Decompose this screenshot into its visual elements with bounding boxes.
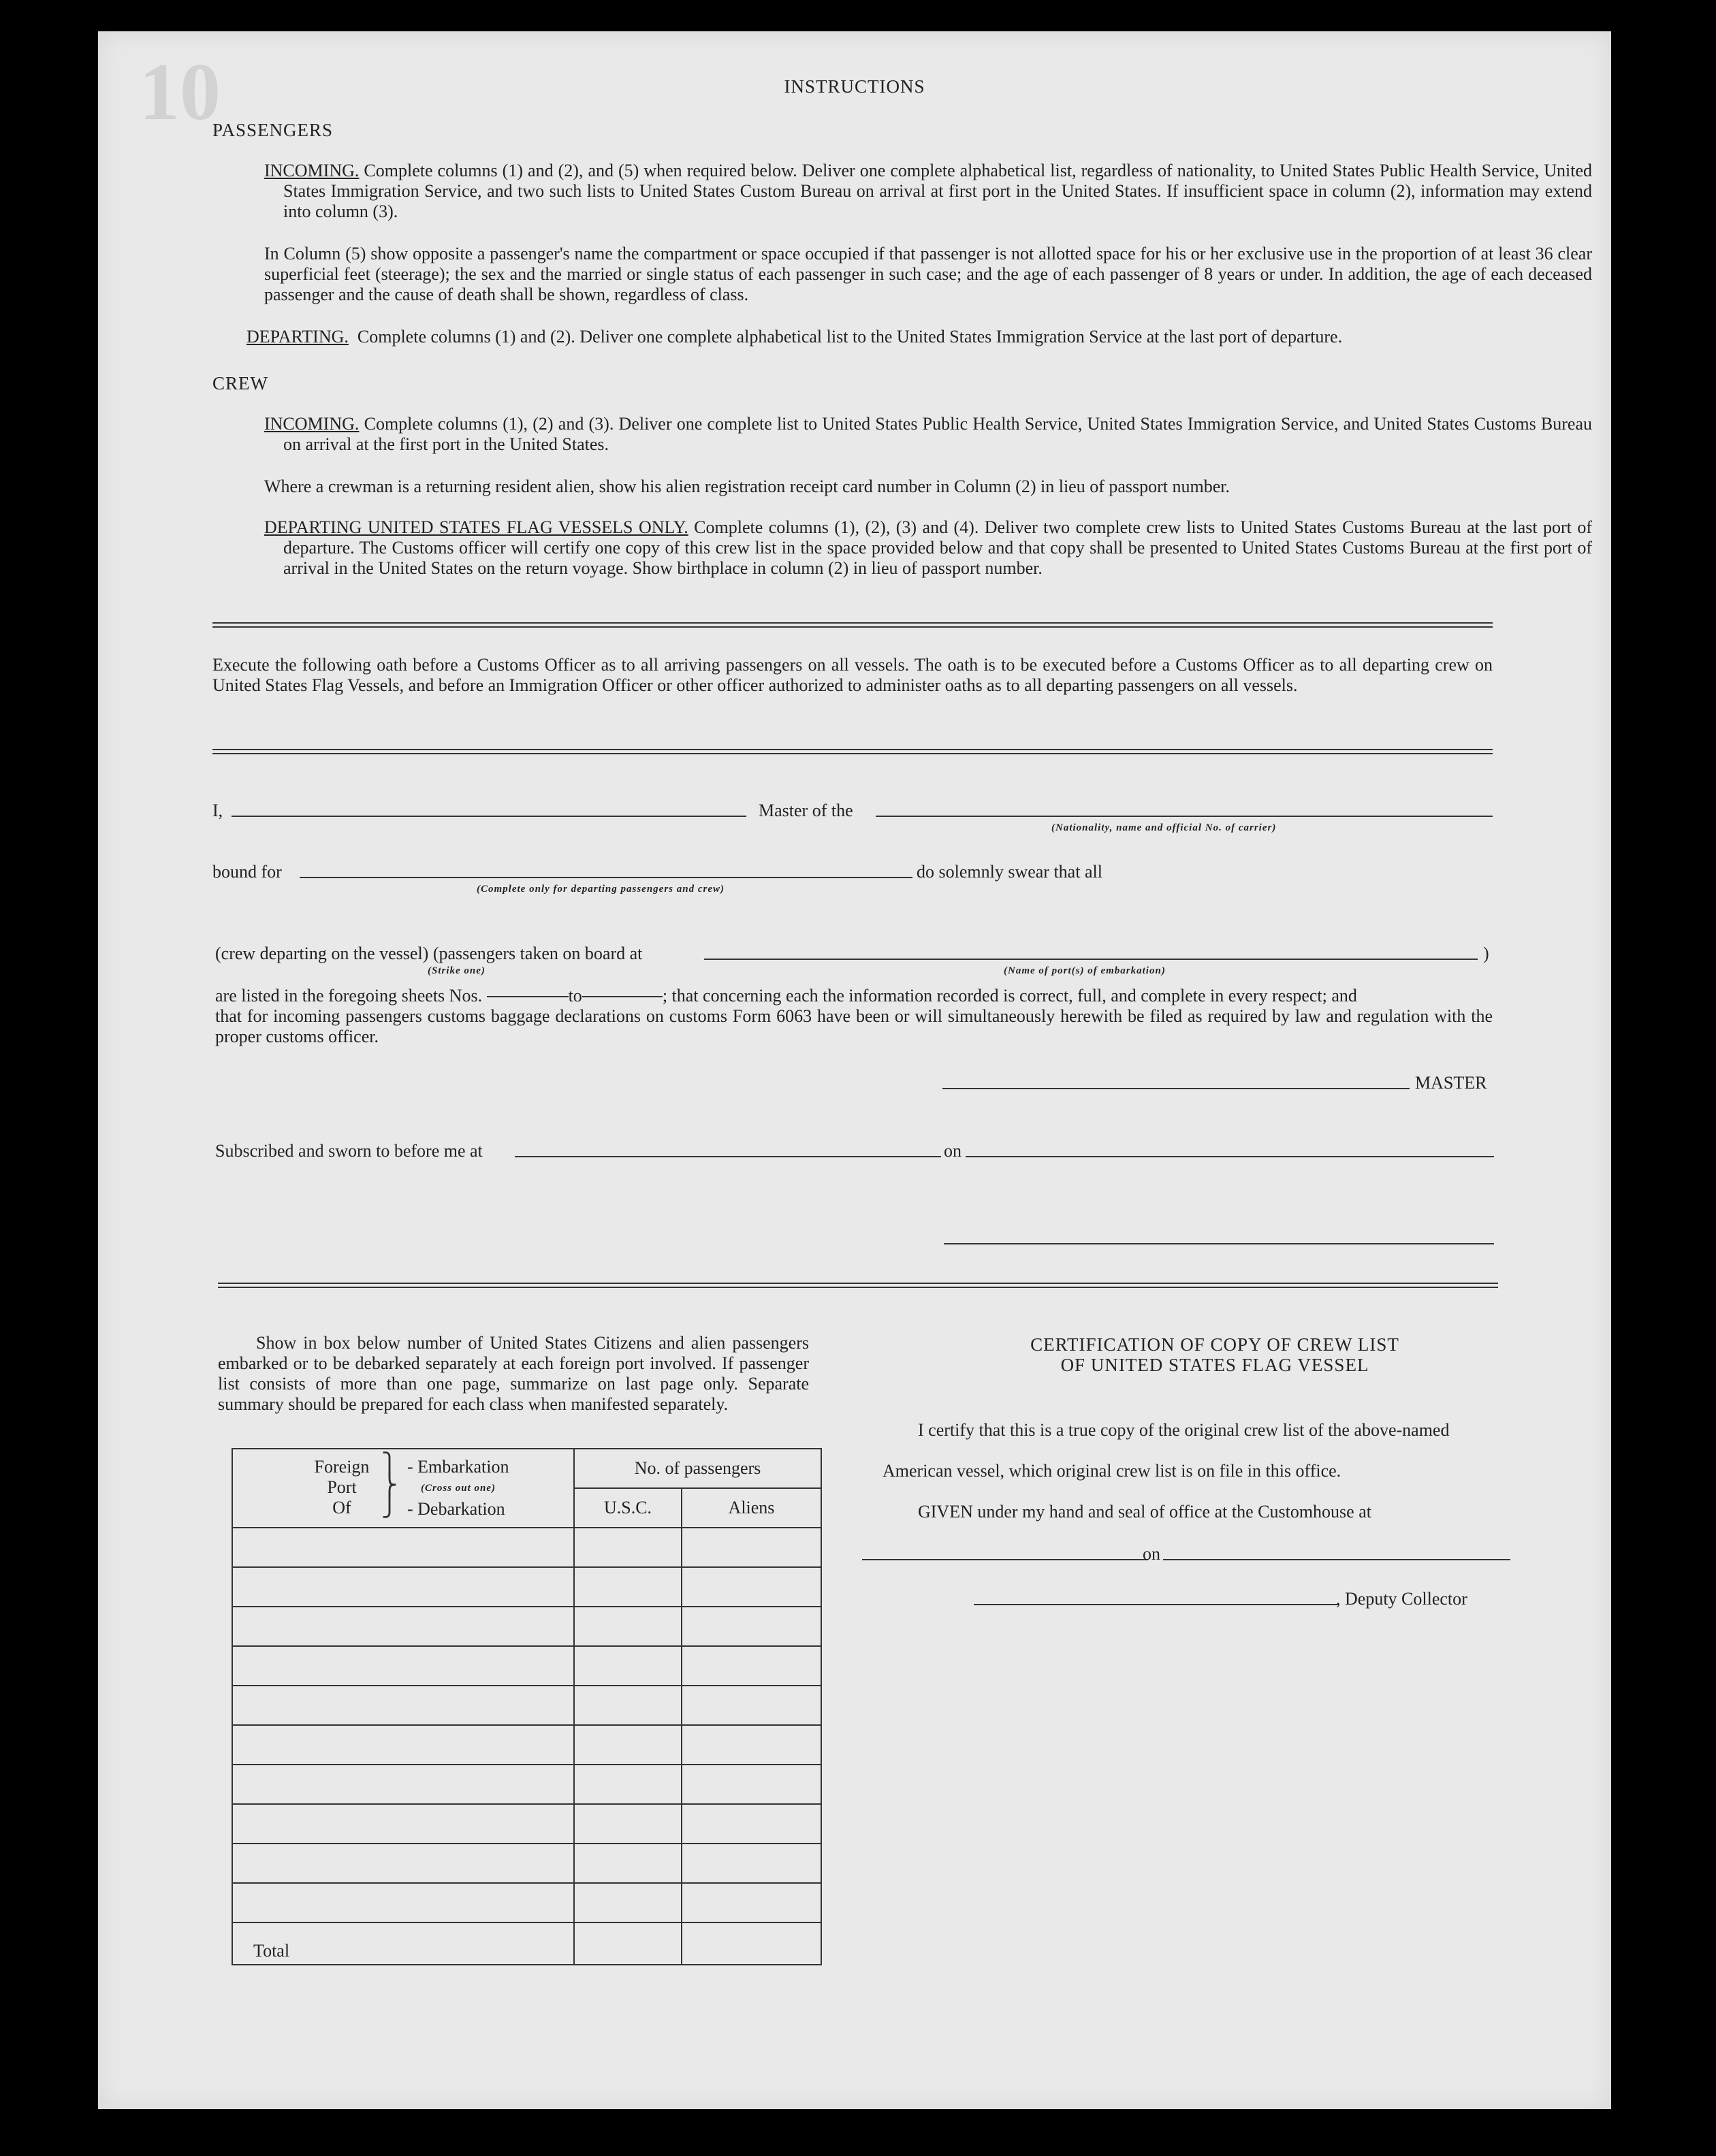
certify-text-2: American vessel, which original crew list is on file in this office. (883, 1461, 1341, 1481)
port-header-cell (232, 1449, 574, 1528)
passengers-heading: PASSENGERS (212, 120, 334, 140)
bound-for-field[interactable] (300, 877, 912, 878)
divider-line (212, 622, 1493, 628)
total-aliens-cell[interactable] (682, 1922, 821, 1965)
total-usc-cell[interactable] (574, 1922, 682, 1965)
usc-cell[interactable] (574, 1528, 682, 1567)
total-label-cell (232, 1922, 574, 1965)
passengers-incoming-paragraph (264, 161, 1592, 222)
passenger-summary-table (232, 1448, 822, 1965)
cross-out-caption: (Cross out one) (421, 1483, 496, 1494)
divider-line (218, 1283, 1498, 1288)
listed-text-1: are listed in the foregoing sheets Nos. (215, 986, 483, 1005)
aliens-cell[interactable] (682, 1646, 821, 1686)
crew-departing-paragraph (264, 517, 1592, 579)
passengers-header-cell: No. of passengers (574, 1449, 821, 1488)
sheet-to-field[interactable] (582, 996, 663, 997)
aliens-cell[interactable] (682, 1844, 821, 1883)
usc-cell[interactable] (574, 1725, 682, 1765)
aliens-cell[interactable] (682, 1567, 821, 1607)
usc-cell[interactable] (574, 1844, 682, 1883)
port-cell[interactable] (232, 1567, 574, 1607)
port-label: Port (327, 1477, 357, 1497)
aliens-header-cell: Aliens (682, 1488, 821, 1528)
aliens-cell[interactable] (682, 1607, 821, 1646)
certification-date-field[interactable] (1163, 1559, 1510, 1560)
master-signature-field[interactable] (942, 1088, 1410, 1089)
certification-on-label: on (1143, 1544, 1160, 1564)
crew-incoming-paragraph (264, 414, 1592, 455)
divider-line (212, 749, 1493, 754)
passengers-incoming-label: INCOMING. (264, 161, 360, 180)
sworn-place-field[interactable] (515, 1156, 941, 1157)
table-row (232, 1725, 821, 1765)
close-paren: ) (1483, 944, 1489, 963)
sworn-date-field[interactable] (966, 1156, 1494, 1157)
crew-resident-paragraph: Where a crewman is a returning resident alien, show his alien registration receipt card number in Column (2) in lieu of passport number. (264, 477, 1230, 496)
summary-instructions: Show in box below number of United States Citizens and alien passengers embarked or to be debarked separately at each foreign port involved. If passenger list consists of more than one page, summarize on last page only. Separate summary should be prepared for each class when manifested separately. (218, 1333, 809, 1414)
aliens-cell[interactable] (682, 1765, 821, 1804)
bound-for-caption: (Complete only for departing passengers and crew) (477, 884, 725, 895)
port-cell[interactable] (232, 1646, 574, 1686)
embarkation-label: - Embarkation (407, 1457, 509, 1477)
table-row (232, 1607, 821, 1646)
port-cell[interactable] (232, 1607, 574, 1646)
passengers-departing-paragraph (247, 327, 1595, 347)
debarkation-label: - Debarkation (407, 1499, 505, 1519)
port-cell[interactable] (232, 1686, 574, 1725)
table-row (232, 1686, 821, 1725)
aliens-cell[interactable] (682, 1804, 821, 1844)
foreign-label: Foreign (314, 1457, 370, 1477)
i-label: I, (212, 801, 223, 820)
table-row (232, 1804, 821, 1844)
oath-intro-paragraph: Execute the following oath before a Customs Officer as to all arriving passengers on all vessels. The oath is to be executed before a Customs Officer as to all departing crew on United States Flag Vessels, and before an Immigration Officer or other officer authorized to administer oaths as to all departing passengers on all vessels. (212, 655, 1493, 695)
listed-text-3: that for incoming passengers customs baggage declarations on customs Form 6063 have been or will simultaneously herewith be filed as required by law and regulation with the proper customs officer. (215, 1006, 1493, 1046)
passengers-incoming-text: Complete columns (1) and (2), and (5) when required below. Deliver one complete alphabetical list, regardless of nationality, to United States Public Health Service, United States Immigration Service, and two such lists to United States Custom Bureau on arrival at first port in the United States. If insufficient space in column (2), information may extend into column (3). (283, 161, 1592, 221)
total-label: Total (253, 1941, 290, 1961)
crew-heading: CREW (212, 373, 268, 393)
deputy-collector-label: , Deputy Collector (1336, 1589, 1467, 1609)
port-cell[interactable] (232, 1528, 574, 1567)
given-text: GIVEN under my hand and seal of office at the Customhouse at (918, 1502, 1371, 1522)
usc-cell[interactable] (574, 1804, 682, 1844)
listed-text-2: ; that concerning each the information recorded is correct, full, and complete in every respect; and (662, 986, 1357, 1005)
form-sheet (98, 31, 1611, 2109)
usc-cell[interactable] (574, 1607, 682, 1646)
table-row (232, 1883, 821, 1922)
ports-field[interactable] (704, 959, 1478, 960)
port-cell[interactable] (232, 1883, 574, 1922)
port-cell[interactable] (232, 1725, 574, 1765)
master-name-field[interactable] (232, 816, 746, 817)
carrier-caption: (Nationality, name and official No. of carrier) (1051, 822, 1277, 833)
aliens-cell[interactable] (682, 1883, 821, 1922)
crew-incoming-text: Complete columns (1), (2) and (3). Deliver one complete list to United States Public Health Service, United States Immigration Service, and United States Customs Bureau on arrival at the first port in the United States. (283, 414, 1592, 454)
sworn-on-label: on (944, 1141, 962, 1161)
table-row (232, 1528, 821, 1567)
aliens-cell[interactable] (682, 1686, 821, 1725)
certification-title-line2: OF UNITED STATES FLAG VESSEL (1060, 1355, 1369, 1375)
certify-text: I certify that this is a true copy of the original crew list of the above-named (918, 1420, 1450, 1440)
table-header-row (232, 1449, 821, 1488)
total-row (232, 1922, 821, 1965)
passengers-departing-label: DEPARTING. (247, 327, 349, 347)
page-title: INSTRUCTIONS (784, 76, 925, 97)
certification-title-line1: CERTIFICATION OF COPY OF CREW LIST (1030, 1334, 1399, 1355)
ports-caption: (Name of port(s) of embarkation) (1004, 965, 1166, 976)
usc-header-cell: U.S.C. (574, 1488, 682, 1528)
usc-cell[interactable] (574, 1646, 682, 1686)
bound-for-label: bound for (212, 862, 282, 882)
column5-paragraph: In Column (5) show opposite a passenger's name the compartment or space occupied if that passenger is not allotted space for his or her exclusive use in the proportion of at least 36 clear superficial feet (steerage); the sex and the married or single status of each passenger in such case; and the age of each passenger of 8 years or under. In addition, the age of each deceased passenger and the cause of death shall be shown, regardless of class. (264, 244, 1592, 304)
sheet-from-field[interactable] (487, 996, 569, 997)
usc-cell[interactable] (574, 1883, 682, 1922)
listed-line (215, 986, 1493, 1006)
solemnly-label: do solemnly swear that all (917, 862, 1102, 882)
table-row (232, 1765, 821, 1804)
subscribed-label: Subscribed and sworn to before me at (215, 1141, 483, 1161)
listed-to: to (568, 986, 582, 1005)
table-row (232, 1844, 821, 1883)
usc-cell[interactable] (574, 1567, 682, 1607)
carrier-field[interactable] (876, 816, 1493, 817)
customhouse-field[interactable] (862, 1559, 1148, 1560)
strike-caption: (Strike one) (428, 965, 486, 976)
deputy-signature-field[interactable] (974, 1604, 1339, 1605)
of-label: Of (332, 1498, 351, 1517)
aliens-cell[interactable] (682, 1725, 821, 1765)
master-label: MASTER (1415, 1073, 1487, 1093)
bleed-through-mark: 10 (139, 46, 221, 137)
crew-departing-label: DEPARTING UNITED STATES FLAG VESSELS ONLY. (264, 517, 688, 537)
port-cell[interactable] (232, 1765, 574, 1804)
table-row (232, 1646, 821, 1686)
table-row (232, 1567, 821, 1607)
officer-signature-field[interactable] (944, 1243, 1494, 1244)
port-cell[interactable] (232, 1844, 574, 1883)
crew-departing-text: Complete columns (1), (2), (3) and (4). Deliver two complete crew lists to United States Customs Bureau at the last port of departure. The Customs officer will certify one copy of this crew list in the space provided below and that copy shall be presented to United States Customs Bureau at the first port of arrival in the United States on the return voyage. Show birthplace in column (2) in lieu of passport number. (283, 517, 1593, 578)
strike-one-text: (crew departing on the vessel) (passengers taken on board at (215, 944, 643, 963)
aliens-cell[interactable] (682, 1528, 821, 1567)
master-of-the-label: Master of the (759, 801, 853, 820)
usc-cell[interactable] (574, 1765, 682, 1804)
passengers-departing-text: Complete columns (1) and (2). Deliver one complete alphabetical list to the United States Immigration Service at the last port of departure. (357, 327, 1343, 347)
usc-cell[interactable] (574, 1686, 682, 1725)
brace-icon: ⎫ ⎬ ⎭ (381, 1452, 398, 1517)
crew-incoming-label: INCOMING. (264, 414, 360, 434)
port-cell[interactable] (232, 1804, 574, 1844)
